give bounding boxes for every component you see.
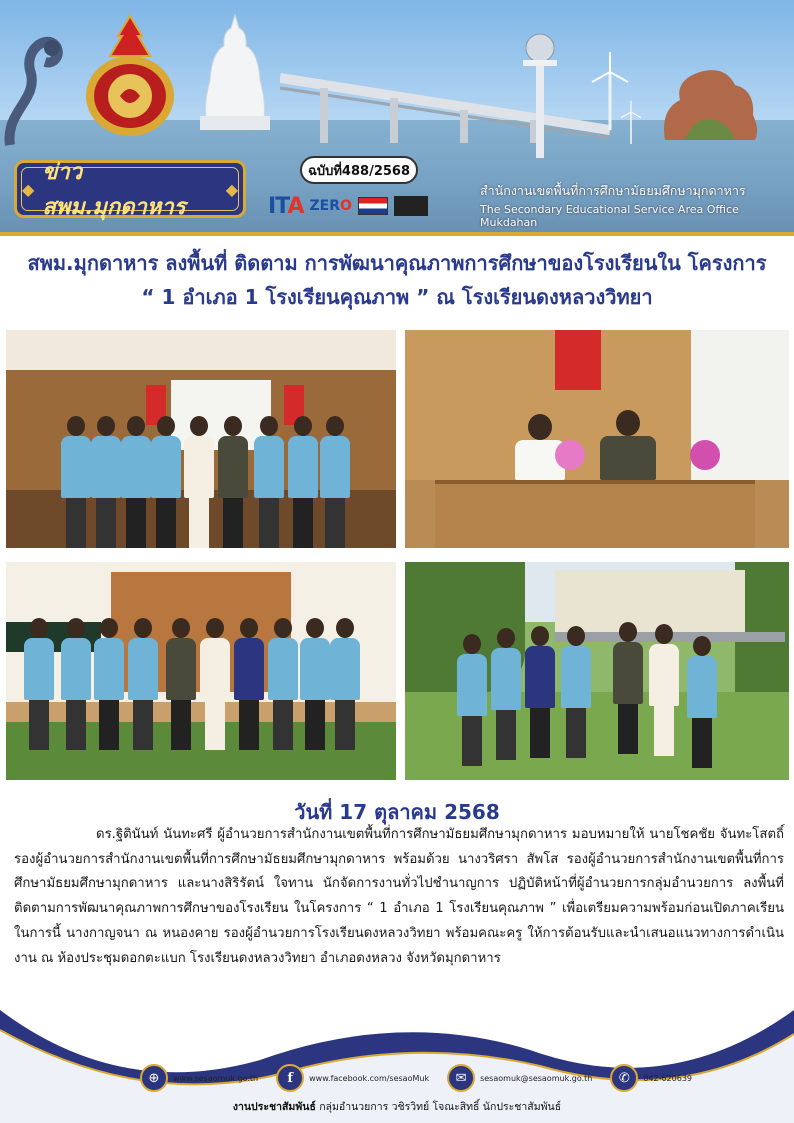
email-text: sesaomuk@sesaomuk.go.th (480, 1073, 593, 1083)
person-figure (288, 416, 318, 548)
person-figure (24, 618, 54, 750)
email-contact[interactable] (447, 1064, 592, 1092)
person-figure (613, 622, 643, 754)
news-title: สพม.มุกดาหาร ลงพื้นที่ ติดตาม การพัฒนาคุณภาพการศึกษาของโรงเรียนใน โครงการ “ 1 อำเภอ 1 โรงเรียนคุณภาพ ” ณ โรงเรียนดงหลวงวิทยา (27, 251, 767, 309)
zero-logo: ZERO (309, 198, 352, 214)
person-figure (457, 634, 487, 766)
person-figure (268, 618, 298, 750)
header-banner (0, 0, 794, 232)
person-figure (61, 416, 91, 548)
person-figure (561, 626, 591, 758)
phone-text: 042-620639 (643, 1073, 693, 1083)
footer-credit (0, 1098, 794, 1115)
buddha-statue-image (200, 10, 270, 130)
person-figure (491, 628, 521, 760)
photo-outdoor-house (405, 562, 789, 780)
news-body (14, 823, 784, 971)
person-figure (200, 618, 230, 750)
rock-formation-image (655, 60, 765, 140)
news-label: ข่าว สพม.มุกดาหาร (42, 159, 186, 220)
person-figure (218, 416, 248, 548)
mail-icon: ✉ (447, 1064, 475, 1092)
facebook-icon: f (276, 1064, 304, 1092)
person-figure (525, 626, 555, 758)
naga-statue-image (0, 20, 70, 150)
news-body-paragraph: ดร.ฐิตินันท์ นันทะศรี ผู้อำนวยการสำนักงานเขตพื้นที่การศึกษามัธยมศึกษามุกดาหาร มอบหมายให้ นายโชคชัย จันทะโสตถิ์ รองผู้อำนวยการสำนักงานเขตพื้นที่การศึกษามัธยมศึกษามุกดาหาร พร้อมด้วย นางวริศรา สัพโส รองผู้อำนวยการสำนักงานเขตพื้นที่การศึกษามัธยมศึกษามุกดาหาร และนางสิริรัตน์ ใจทาน นักจัดการงานทั่วไปชำนาญการ ปฏิบัติหน้าที่ผู้อำนวยการกลุ่มอำนวยการ ลงพื้นที่ติดตามการพัฒนาคุณภาพการศึกษาของโรงเรียน ในโครงการ “ 1 อำเภอ 1 โรงเรียนคุณภาพ ” เพื่อเตรียมความพร้อมก่อนเปิดภาคเรียน ในการนี้ นางกาญจนา ณ หนองคาย รองผู้อำนวยการโรงเรียนดงหลวงวิทยา พร้อมคณะครู ให้การต้อนรับและนำเสนอแนวทางการดำเนินงาน ณ ห้องประชุมดอกตะแบก โรงเรียนดงหลวงวิทยา อำเภอดงหลวง จังหวัดมุกดาหาร (14, 827, 784, 966)
person-figure (600, 410, 656, 480)
person-figure (330, 618, 360, 750)
person-figure (687, 636, 717, 768)
diamond-ornament-icon: ◆ (22, 179, 35, 199)
photo-meeting-table (405, 330, 789, 548)
person-figure (649, 624, 679, 756)
contact-bar (140, 1061, 700, 1095)
partner-logos (268, 192, 428, 220)
phone-icon: ✆ (610, 1064, 638, 1092)
ita-logo: ITA (268, 193, 304, 219)
obec-emblem-logo (80, 12, 180, 140)
person-figure (320, 416, 350, 548)
observation-tower-image (515, 28, 565, 158)
credit-author: กลุ่มอำนวยการ วชิรวิทย์ โจณะสิทธิ์ นักประชาสัมพันธ์ (315, 1101, 562, 1113)
person-figure (91, 416, 121, 548)
person-figure (184, 416, 214, 548)
person-figure (300, 618, 330, 750)
header-divider (0, 232, 794, 236)
website-contact[interactable] (140, 1064, 258, 1092)
person-figure (151, 416, 181, 548)
person-figure (61, 618, 91, 750)
facebook-text: www.facebook.com/sesaoMuk (309, 1073, 430, 1083)
news-date: วันที่ 17 ตุลาคม 2568 (294, 800, 500, 824)
integrity-logo (394, 196, 428, 216)
office-name-english: The Secondary Educational Service Area Office Mukdahan (480, 203, 739, 229)
facebook-contact[interactable] (276, 1064, 429, 1092)
person-figure (128, 618, 158, 750)
person-figure (166, 618, 196, 750)
person-figure (94, 618, 124, 750)
person-figure (254, 416, 284, 548)
website-text: www.sesaomuk.go.th (173, 1073, 259, 1083)
issue-number-badge: ฉบับที่488/2568 (300, 156, 418, 184)
phone-contact[interactable] (610, 1064, 692, 1092)
wind-turbine-image (620, 100, 642, 144)
person-figure (234, 618, 264, 750)
globe-icon: ⊕ (140, 1064, 168, 1092)
credit-department: งานประชาสัมพันธ์ (232, 1101, 316, 1113)
news-label-banner (14, 160, 246, 218)
thai-flag-logo (358, 197, 388, 215)
person-figure (121, 416, 151, 548)
photo-school-building (6, 562, 396, 780)
office-name-thai: สำนักงานเขตพื้นที่การศึกษามัธยมศึกษามุกดาหาร (480, 183, 746, 198)
diamond-ornament-icon: ◆ (225, 179, 238, 199)
photo-group-meeting-room (6, 330, 396, 548)
